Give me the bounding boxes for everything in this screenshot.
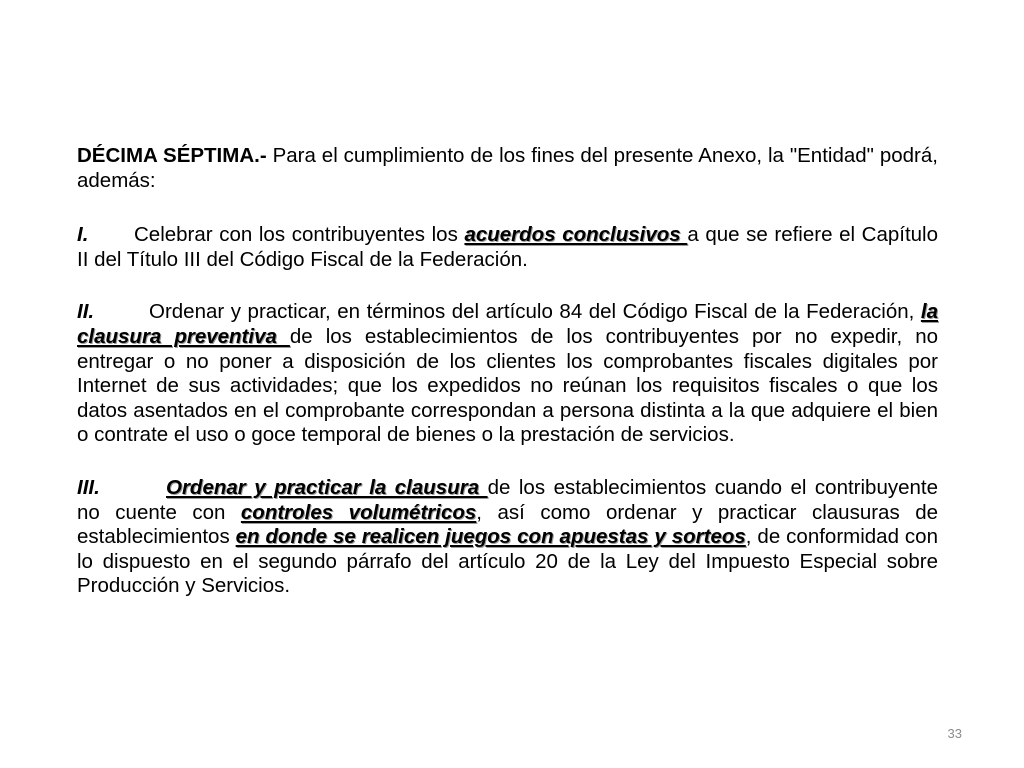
page-number: 33 — [947, 726, 962, 741]
intro-text: Para el cumplimiento de los fines del presente Anexo, la "Entidad" podrá, además: — [77, 144, 938, 192]
item-iii-text-3: , de conformidad con lo dispuesto en el segundo párrafo del artículo 20 de la Ley del Impuesto Especial sobre Producción y Servicios. — [77, 525, 938, 598]
item-i-paragraph — [77, 223, 938, 272]
item-iii-emphasis-1: Ordenar y practicar la clausura — [166, 475, 488, 499]
item-ii-text-before: Ordenar y practicar, en términos del artículo 84 del Código Fiscal de la Federación, — [149, 300, 921, 324]
clause-heading: DÉCIMA SÉPTIMA.- — [77, 144, 267, 167]
item-i-text-before: Celebrar con los contribuyentes los — [134, 223, 465, 247]
item-ii-paragraph — [77, 300, 938, 448]
item-i-numeral: I. — [77, 223, 89, 247]
item-i-text-after: a que se refiere el Capítulo II del Título III del Código Fiscal de la Federación. — [77, 223, 939, 271]
intro-paragraph — [77, 144, 938, 193]
item-i-emphasis: acuerdos conclusivos — [464, 223, 688, 247]
item-iii-paragraph — [77, 476, 938, 599]
slide-body — [77, 144, 938, 627]
item-iii-emphasis-3: en donde se realicen juegos con apuestas y sorteos — [235, 525, 746, 549]
item-iii-text-1: de los establecimientos cuando el contribuyente no cuente con — [77, 475, 938, 524]
item-ii-numeral: II. — [77, 300, 95, 324]
item-iii-text-2: , así como ordenar y practicar clausuras de establecimientos — [77, 500, 939, 549]
item-iii-numeral: III. — [77, 475, 100, 499]
item-ii-text-after: de los establecimientos de los contribuyentes por no expedir, no entregar o no poner a disposición de los clientes los comprobantes fiscales digitales por Internet de sus actividades; que los expedidos no reúnan los requisitos fiscales o que los datos asentados en el comprobante correspondan a persona distinta a la que adquiere el bien o contrate el uso o goce temporal de bienes o la prestación de servicios. — [77, 324, 939, 447]
item-iii-emphasis-2: controles volumétricos — [240, 500, 477, 524]
item-ii-emphasis: la clausura preventiva — [77, 300, 938, 348]
